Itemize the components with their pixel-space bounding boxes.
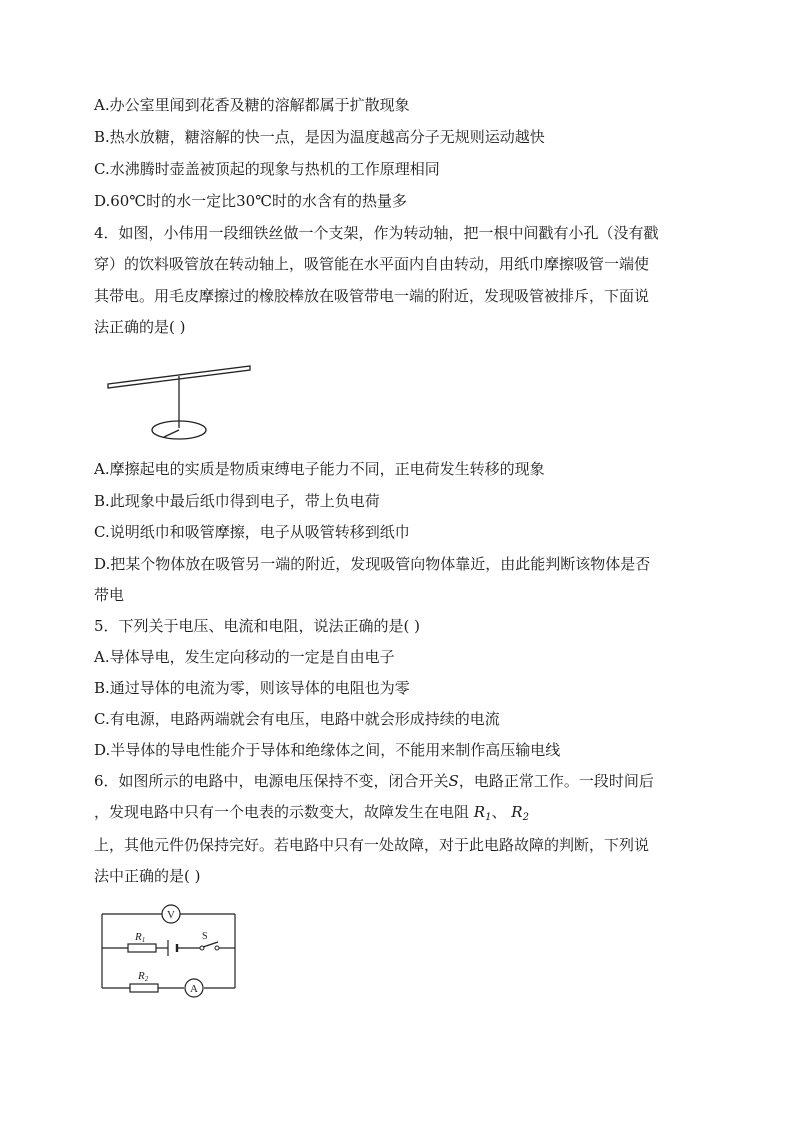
q4-option-c: C.说明纸巾和吸管摩擦，电子从吸管转移到纸巾	[94, 523, 410, 541]
battery-icon	[168, 940, 177, 956]
switch-label: S	[202, 931, 208, 942]
q4-option-d-line-2: 带电	[94, 586, 125, 604]
q4-stem-line-2: 穿）的饮料吸管放在转动轴上，吸管能在水平面内自由转动，用纸巾摩擦吸管一端使	[94, 255, 650, 273]
q6-stem-text-2a: ，发现电路中只有一个电表的示数变大，故障发生在电阻	[94, 803, 470, 821]
q4-option-b: B.此现象中最后纸巾得到电子，带上负电荷	[94, 492, 380, 510]
voltmeter-label: V	[167, 909, 175, 921]
r1-label: R1	[135, 931, 146, 944]
straw-on-stand-figure	[100, 360, 260, 444]
resistor-r2-icon	[130, 984, 158, 992]
q6-stem-line-1	[94, 771, 654, 791]
q5-option-b: B.通过导体的电流为零，则该导体的电阻也为零	[94, 679, 410, 697]
q5-stem: 5．下列关于电压、电流和电阻，说法正确的是( )	[94, 617, 421, 635]
q6-stem-line-2	[94, 802, 529, 828]
switch-icon	[200, 942, 219, 950]
q4-stem-line-1: 4．如图，小伟用一段细铁丝做一个支架，作为转动轴，把一根中间戳有小孔（没有戳	[94, 224, 659, 242]
q4-stem-line-4: 法正确的是( )	[94, 318, 186, 336]
switch-variable: S	[448, 772, 459, 790]
q4-option-a: A.摩擦起电的实质是物质束缚电子能力不同，正电荷发生转移的现象	[94, 460, 545, 478]
separator: 、	[491, 803, 507, 821]
q5-option-d: D.半导体的导电性能介于导体和绝缘体之间，不能用来制作高压输电线	[94, 741, 561, 759]
q4-stem-line-3: 其带电。用毛皮摩擦过的橡胶棒放在吸管带电一端的附近，发现吸管被排斥，下面说	[94, 287, 650, 305]
q6-stem-line-4: 法中正确的是( )	[94, 867, 201, 885]
r2-label: R2	[138, 970, 149, 983]
q5-option-c: C.有电源，电路两端就会有电压，电路中就会形成持续的电流	[94, 710, 500, 728]
circuit-diagram	[96, 900, 244, 998]
q6-stem-text-1b: ，电路正常工作。一段时间后	[458, 772, 654, 790]
ammeter-label: A	[190, 983, 198, 995]
q6-stem-text-1a: 6．如图所示的电路中，电源电压保持不变，闭合开关	[94, 772, 449, 790]
q3-option-c: C.水沸腾时壶盖被顶起的现象与热机的工作原理相同	[94, 160, 440, 178]
r2-symbol: $R_2$	[511, 803, 529, 823]
q3-option-d: D.60℃时的水一定比30℃时的水含有的热量多	[94, 192, 407, 210]
q4-option-d-line-1: D.把某个物体放在吸管另一端的附近，发现吸管向物体靠近，由此能判断该物体是否	[94, 555, 651, 573]
q5-option-a: A.导体导电，发生定向移动的一定是自由电子	[94, 648, 395, 666]
q6-stem-line-3: 上，其他元件仍保持完好。若电路中只有一处故障，对于此电路故障的判断，下列说	[94, 836, 650, 854]
q3-option-b: B.热水放糖，糖溶解的快一点，是因为温度越高分子无规则运动越快	[94, 128, 545, 146]
resistor-r1-icon	[128, 944, 156, 952]
r1-symbol: $R_1$	[473, 803, 492, 823]
q3-option-a: A.办公室里闻到花香及糖的溶解都属于扩散现象	[94, 96, 410, 114]
